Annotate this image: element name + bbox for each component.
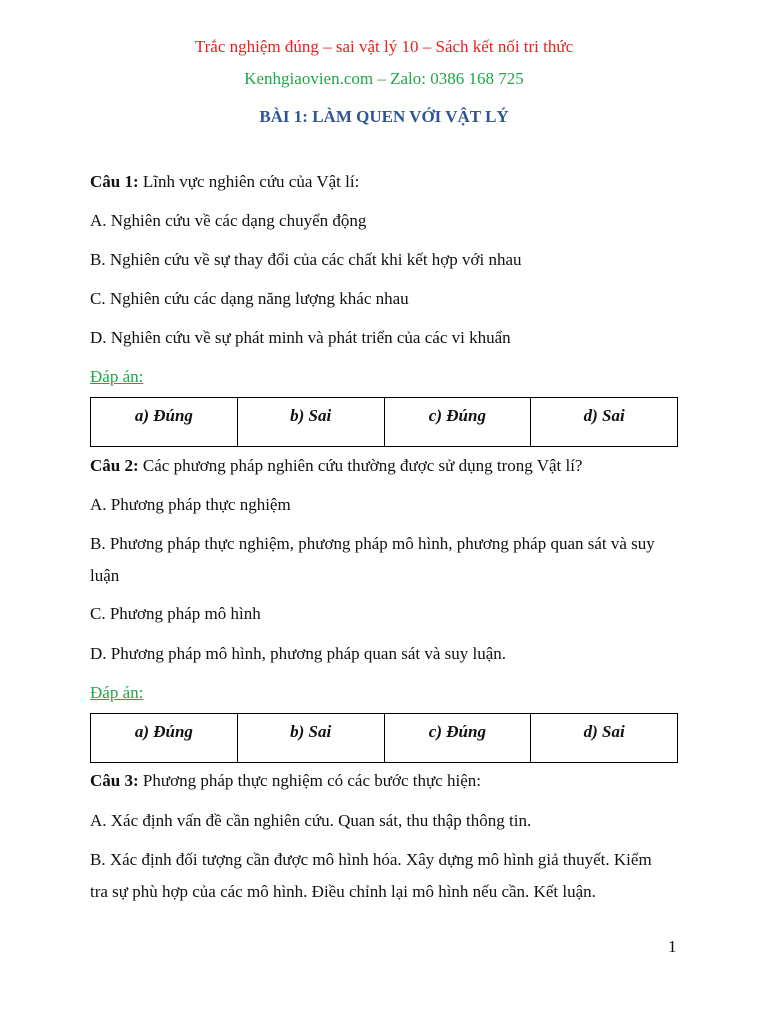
option-b: B. Nghiên cứu về sự thay đổi của các chất khi kết hợp với nhau bbox=[90, 250, 522, 269]
answer-cell: b) Sai bbox=[237, 714, 384, 763]
question-1 bbox=[90, 172, 359, 192]
answer-cell: c) Đúng bbox=[384, 398, 531, 447]
answer-cell: a) Đúng bbox=[91, 714, 238, 763]
answer-label: Đáp án: bbox=[90, 367, 144, 386]
answer-cell: a) Đúng bbox=[91, 398, 238, 447]
question-text: Lĩnh vực nghiên cứu của Vật lí: bbox=[138, 172, 360, 191]
option-b: B. Phương pháp thực nghiệm, phương pháp mô hình, phương pháp quan sát và suy bbox=[90, 534, 655, 553]
option-b-continued: tra sự phù hợp của các mô hình. Điều chỉnh lại mô hình nếu cần. Kết luận. bbox=[90, 882, 596, 901]
table-row bbox=[91, 714, 678, 763]
option-d: D. Nghiên cứu về sự phát minh và phát triển của các vi khuẩn bbox=[90, 328, 511, 347]
question-text: Phương pháp thực nghiệm có các bước thực hiện: bbox=[138, 771, 481, 790]
answer-table bbox=[90, 713, 678, 763]
option-c: C. Nghiên cứu các dạng năng lượng khác nhau bbox=[90, 289, 409, 308]
option-d: D. Phương pháp mô hình, phương pháp quan sát và suy luận. bbox=[90, 644, 507, 663]
answer-table bbox=[90, 397, 678, 447]
question-label: Câu 3: bbox=[90, 771, 139, 790]
question-2 bbox=[90, 456, 582, 476]
question-3 bbox=[90, 771, 481, 791]
answer-label: Đáp án: bbox=[90, 683, 144, 702]
question-label: Câu 1: bbox=[90, 172, 139, 191]
option-a: A. Xác định vấn đề cần nghiên cứu. Quan sát, thu thập thông tin. bbox=[90, 811, 532, 830]
page-number: 1 bbox=[668, 937, 677, 956]
answer-cell: d) Sai bbox=[531, 714, 678, 763]
option-b: B. Xác định đối tượng cần được mô hình hóa. Xây dựng mô hình giả thuyết. Kiểm bbox=[90, 850, 652, 869]
table-row bbox=[91, 398, 678, 447]
question-text: Các phương pháp nghiên cứu thường được sử dụng trong Vật lí? bbox=[138, 456, 583, 475]
answer-cell: b) Sai bbox=[237, 398, 384, 447]
option-c: C. Phương pháp mô hình bbox=[90, 604, 261, 623]
answer-cell: c) Đúng bbox=[384, 714, 531, 763]
option-a: A. Phương pháp thực nghiệm bbox=[90, 495, 291, 514]
question-label: Câu 2: bbox=[90, 456, 139, 475]
lesson-title: BÀI 1: LÀM QUEN VỚI VẬT LÝ bbox=[259, 107, 509, 126]
answer-cell: d) Sai bbox=[531, 398, 678, 447]
header-contact: Kenhgiaovien.com – Zalo: 0386 168 725 bbox=[244, 69, 524, 88]
option-b-continued: luận bbox=[90, 566, 120, 585]
option-a: A. Nghiên cứu về các dạng chuyển động bbox=[90, 211, 367, 230]
header-subtitle: Trắc nghiệm đúng – sai vật lý 10 – Sách kết nối tri thức bbox=[194, 37, 574, 56]
